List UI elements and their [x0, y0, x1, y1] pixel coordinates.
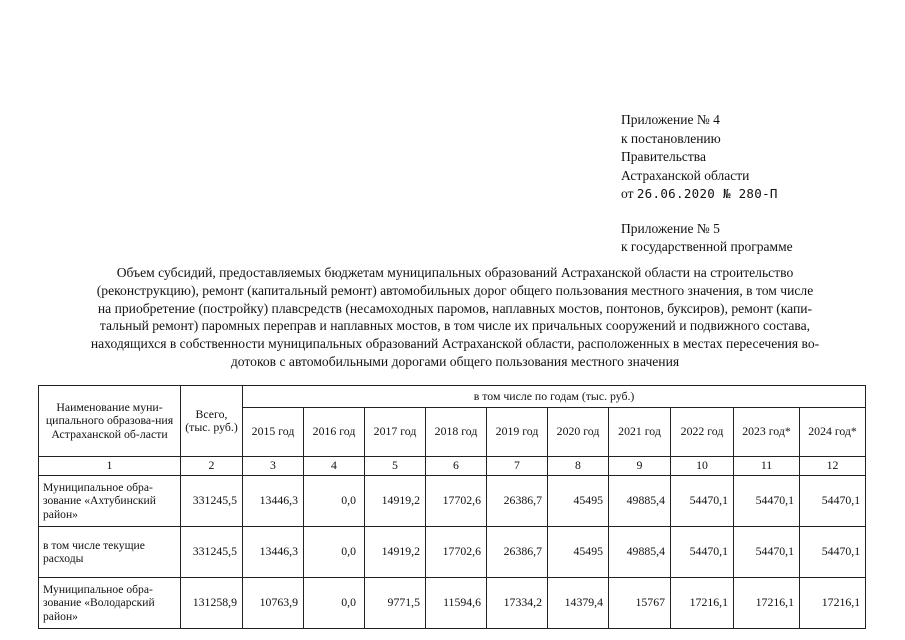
column-index: 4 [304, 457, 365, 476]
title-line: дотоков с автомобильными дорогами общего пользования местного значения [230, 353, 680, 369]
year-header: 2021 год [609, 408, 671, 457]
column-index: 12 [800, 457, 866, 476]
column-index: 2 [181, 457, 243, 476]
row-cell: 54470,1 [671, 476, 734, 527]
row-cell: 13446,3 [243, 527, 304, 578]
appendix-5-line-2: к государственной программе [621, 239, 793, 254]
row-name: Муниципальное обра-зование «Володарский район» [39, 578, 181, 629]
row-cell: 14919,2 [365, 476, 426, 527]
subsidy-table [38, 385, 866, 629]
row-cell: 17702,6 [426, 476, 487, 527]
year-header: 2016 год [304, 408, 365, 457]
row-cell: 54470,1 [800, 527, 866, 578]
column-index: 6 [426, 457, 487, 476]
header-total: Всего, (тыс. руб.) [181, 386, 243, 457]
row-cell: 0,0 [304, 476, 365, 527]
row-cell: 331245,5 [181, 476, 243, 527]
row-cell: 26386,7 [487, 527, 548, 578]
table-row [39, 578, 866, 629]
row-cell: 0,0 [304, 527, 365, 578]
row-cell: 17216,1 [800, 578, 866, 629]
document-title [40, 264, 870, 371]
column-index: 1 [39, 457, 181, 476]
table-row [39, 527, 866, 578]
column-index: 3 [243, 457, 304, 476]
row-cell: 45495 [548, 527, 609, 578]
appendix-date-line [621, 185, 901, 204]
row-cell: 54470,1 [671, 527, 734, 578]
row-cell: 17334,2 [487, 578, 548, 629]
column-index: 10 [671, 457, 734, 476]
row-cell: 10763,9 [243, 578, 304, 629]
row-name: в том числе текущие расходы [39, 527, 181, 578]
title-line: находящихся в собственности муниципальных образований Астраханской области, расположенных в местах пересечения во- [90, 336, 820, 352]
appendix-5-label: Приложение № 5 [621, 220, 720, 236]
row-cell: 331245,5 [181, 527, 243, 578]
year-header: 2015 год [243, 408, 304, 457]
header-years-group: в том числе по годам (тыс. руб.) [243, 386, 866, 408]
row-cell: 17216,1 [671, 578, 734, 629]
title-line: Объем субсидий, предоставляемых бюджетам муниципальных образований Астраханской области на строительство [116, 265, 794, 280]
row-cell: 54470,1 [734, 527, 800, 578]
row-cell: 17216,1 [734, 578, 800, 629]
title-line: на приобретение (постройку) плавсредств (несамоходных паромов, наплавных мостов, понтонов, буксиров), ремонт (капи- [97, 300, 813, 316]
column-index-row [39, 457, 866, 476]
row-name: Муниципальное обра-зование «Ахтубинский район» [39, 476, 181, 527]
year-header: 2017 год [365, 408, 426, 457]
year-header: 2022 год [671, 408, 734, 457]
row-cell: 11594,6 [426, 578, 487, 629]
title-line: тальный ремонт) паромных переправ и наплавных мостов, в том числе их причальных сооружений и подвижного состава, [99, 318, 811, 334]
date-prefix: от [621, 186, 634, 201]
appendix-line-4: Астраханской области [621, 167, 750, 183]
column-index: 8 [548, 457, 609, 476]
row-cell: 14379,4 [548, 578, 609, 629]
year-header: 2020 год [548, 408, 609, 457]
column-index: 7 [487, 457, 548, 476]
row-cell: 49885,4 [609, 476, 671, 527]
title-line: (реконструкцию), ремонт (капитальный ремонт) автомобильных дорог общего пользования местного значения, в том числе [96, 282, 814, 298]
year-header: 2018 год [426, 408, 487, 457]
column-index: 9 [609, 457, 671, 476]
row-cell: 131258,9 [181, 578, 243, 629]
column-index: 5 [365, 457, 426, 476]
header-name: Наименование муни-ципального образова-ния Астраханской об-ласти [39, 386, 181, 457]
row-cell: 14919,2 [365, 527, 426, 578]
year-header: 2024 год* [800, 408, 866, 457]
row-cell: 26386,7 [487, 476, 548, 527]
row-cell: 17702,6 [426, 527, 487, 578]
row-cell: 0,0 [304, 578, 365, 629]
row-cell: 54470,1 [734, 476, 800, 527]
appendix-header [621, 111, 901, 257]
row-cell: 45495 [548, 476, 609, 527]
column-index: 11 [734, 457, 800, 476]
year-header: 2019 год [487, 408, 548, 457]
row-cell: 49885,4 [609, 527, 671, 578]
header-row [39, 386, 866, 408]
table-row [39, 476, 866, 527]
appendix-4-label: Приложение № 4 [621, 112, 720, 127]
appendix-line-3: Правительства [621, 149, 706, 164]
row-cell: 9771,5 [365, 578, 426, 629]
year-header: 2023 год* [734, 408, 800, 457]
row-cell: 13446,3 [243, 476, 304, 527]
date-handwritten: 26.06.2020 № 280-П [636, 186, 778, 201]
row-cell: 54470,1 [800, 476, 866, 527]
appendix-line-2: к постановлению [621, 130, 721, 146]
row-cell: 15767 [609, 578, 671, 629]
